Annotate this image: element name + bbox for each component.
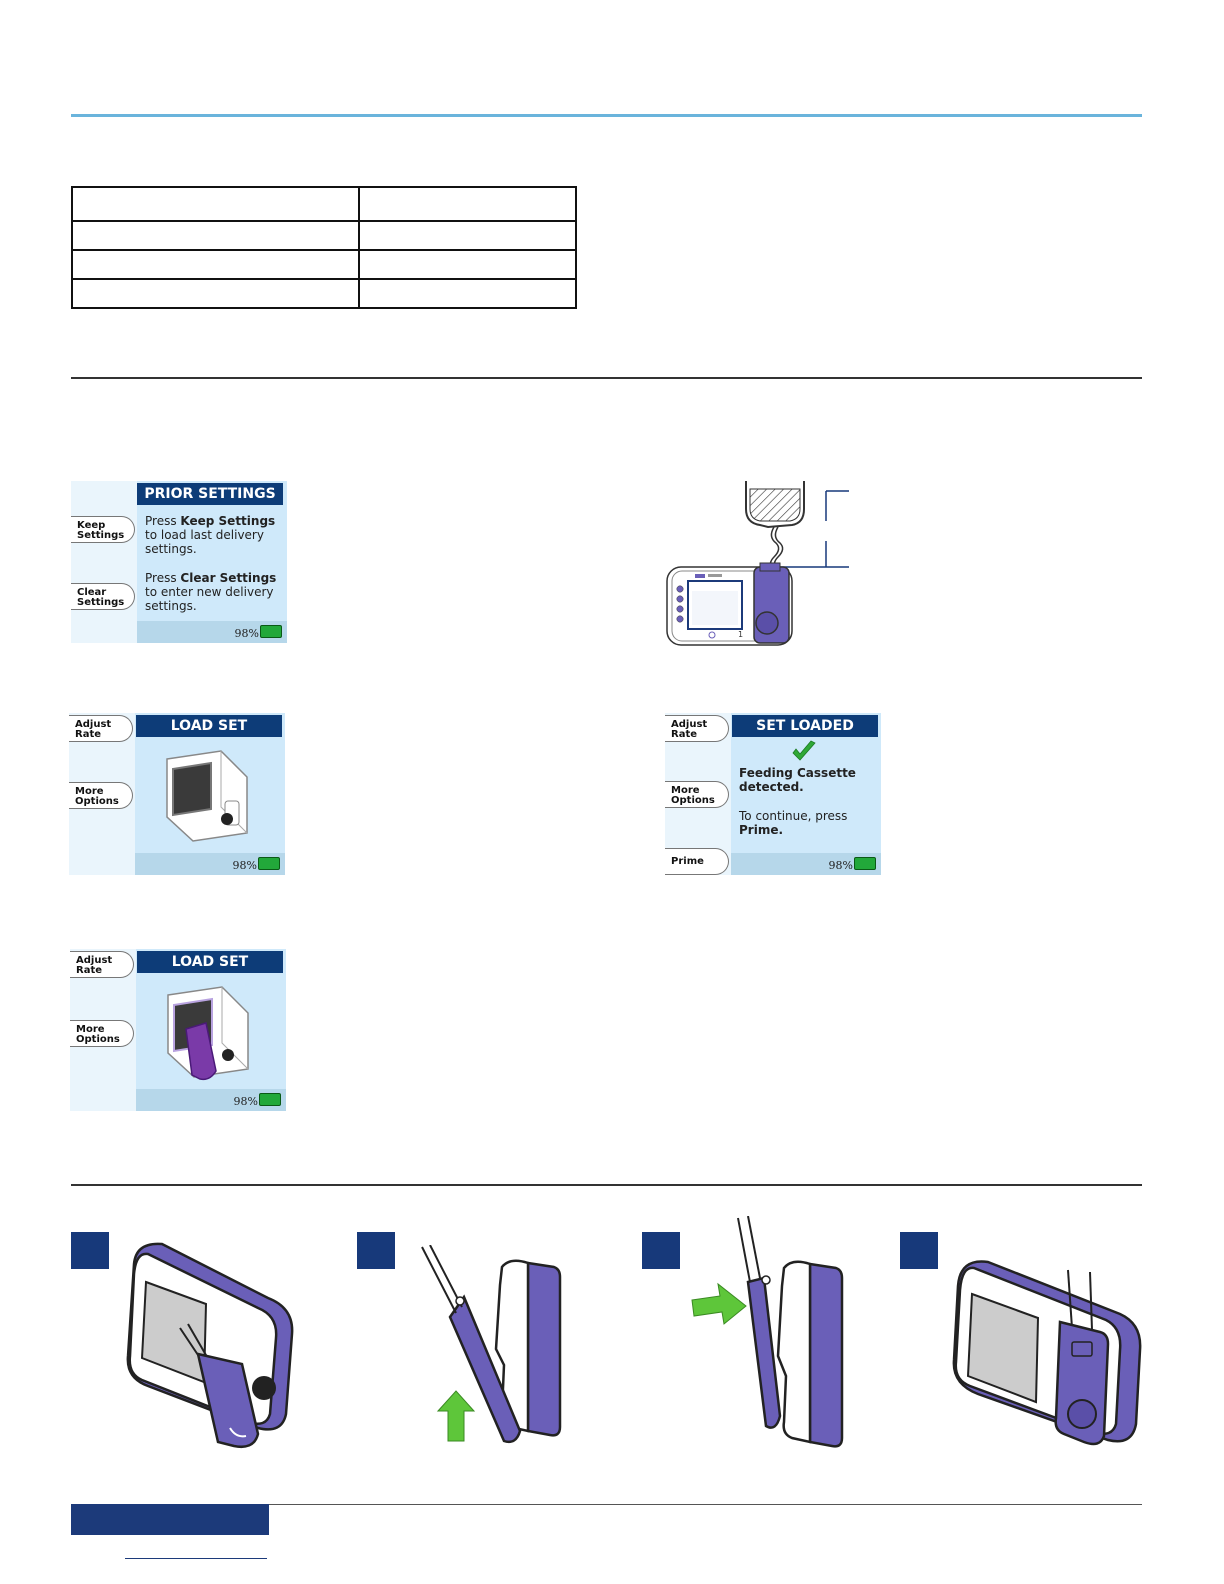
load-set-screen bbox=[70, 949, 286, 1111]
step4-loaded-pump-illustration bbox=[948, 1254, 1144, 1450]
instruction-text: Press bbox=[145, 571, 181, 585]
screen-title: PRIOR SETTINGS bbox=[137, 483, 283, 505]
pump-with-cassette-icon bbox=[160, 983, 260, 1087]
section-rule bbox=[71, 1184, 1142, 1186]
pump-device-icon bbox=[159, 747, 259, 847]
more-options-button[interactable]: More Options bbox=[69, 782, 133, 809]
header-rule bbox=[71, 114, 1142, 117]
footer-link-underline bbox=[125, 1558, 267, 1559]
step-badge-1 bbox=[71, 1232, 109, 1269]
table-cell bbox=[359, 279, 576, 308]
step-badge-4 bbox=[900, 1232, 938, 1269]
settings-table bbox=[71, 186, 577, 309]
step2-seat-cassette-illustration bbox=[420, 1245, 565, 1445]
load-set-screen bbox=[69, 713, 285, 875]
instruction-text: to enter new delivery settings. bbox=[145, 585, 274, 613]
instruction-text: Press bbox=[145, 514, 181, 528]
battery-icon bbox=[854, 857, 876, 870]
checkmark-icon bbox=[791, 740, 817, 764]
instruction-text: To continue, press bbox=[739, 809, 848, 823]
instruction-bold: Clear Settings bbox=[180, 571, 277, 585]
footer-bar bbox=[71, 1504, 269, 1535]
step-badge-3 bbox=[642, 1232, 680, 1269]
table-cell bbox=[72, 279, 359, 308]
instruction-text: to load last delivery settings. bbox=[145, 528, 264, 556]
adjust-rate-button[interactable]: Adjust Rate bbox=[70, 951, 134, 978]
table-cell bbox=[72, 187, 359, 221]
svg-text:1: 1 bbox=[738, 630, 744, 639]
battery-percent: 98% bbox=[232, 859, 257, 872]
clear-settings-button[interactable]: Clear Settings bbox=[71, 583, 135, 610]
step3-press-cassette-illustration bbox=[690, 1216, 850, 1451]
instruction-bold: Prime. bbox=[739, 823, 784, 837]
clear-settings-instruction bbox=[145, 571, 279, 613]
battery-percent: 98% bbox=[828, 859, 853, 872]
step1-insert-cassette-illustration bbox=[118, 1238, 298, 1453]
step-badge-2 bbox=[357, 1232, 395, 1269]
prime-button[interactable]: Prime bbox=[665, 848, 729, 875]
table-cell bbox=[359, 221, 576, 250]
adjust-rate-button[interactable]: Adjust Rate bbox=[69, 715, 133, 742]
battery-icon bbox=[260, 625, 282, 638]
battery-icon bbox=[258, 857, 280, 870]
prior-settings-screen bbox=[71, 481, 287, 643]
more-options-button[interactable]: More Options bbox=[665, 781, 729, 808]
table-cell bbox=[72, 221, 359, 250]
screen-panel bbox=[137, 481, 287, 643]
table-cell bbox=[359, 250, 576, 279]
battery-percent: 98% bbox=[233, 1095, 258, 1108]
cassette-detected-text: Feeding Cassette detected. bbox=[739, 766, 856, 794]
keep-settings-instruction bbox=[145, 514, 279, 556]
table-cell bbox=[359, 187, 576, 221]
set-loaded-screen bbox=[665, 713, 881, 875]
more-options-button[interactable]: More Options bbox=[70, 1020, 134, 1047]
section-rule bbox=[71, 377, 1142, 379]
battery-icon bbox=[259, 1093, 281, 1106]
table-cell bbox=[72, 250, 359, 279]
battery-percent: 98% bbox=[234, 627, 259, 640]
pump-with-bag-illustration bbox=[664, 481, 854, 649]
screen-title: SET LOADED bbox=[732, 715, 878, 737]
footer-rule bbox=[269, 1504, 1142, 1505]
screen-title: LOAD SET bbox=[136, 715, 282, 737]
adjust-rate-button[interactable]: Adjust Rate bbox=[665, 715, 729, 742]
prime-instruction bbox=[739, 809, 869, 837]
screen-panel bbox=[731, 713, 881, 875]
screen-title: LOAD SET bbox=[137, 951, 283, 973]
instruction-bold: Keep Settings bbox=[180, 514, 276, 528]
keep-settings-button[interactable]: Keep Settings bbox=[71, 516, 135, 543]
